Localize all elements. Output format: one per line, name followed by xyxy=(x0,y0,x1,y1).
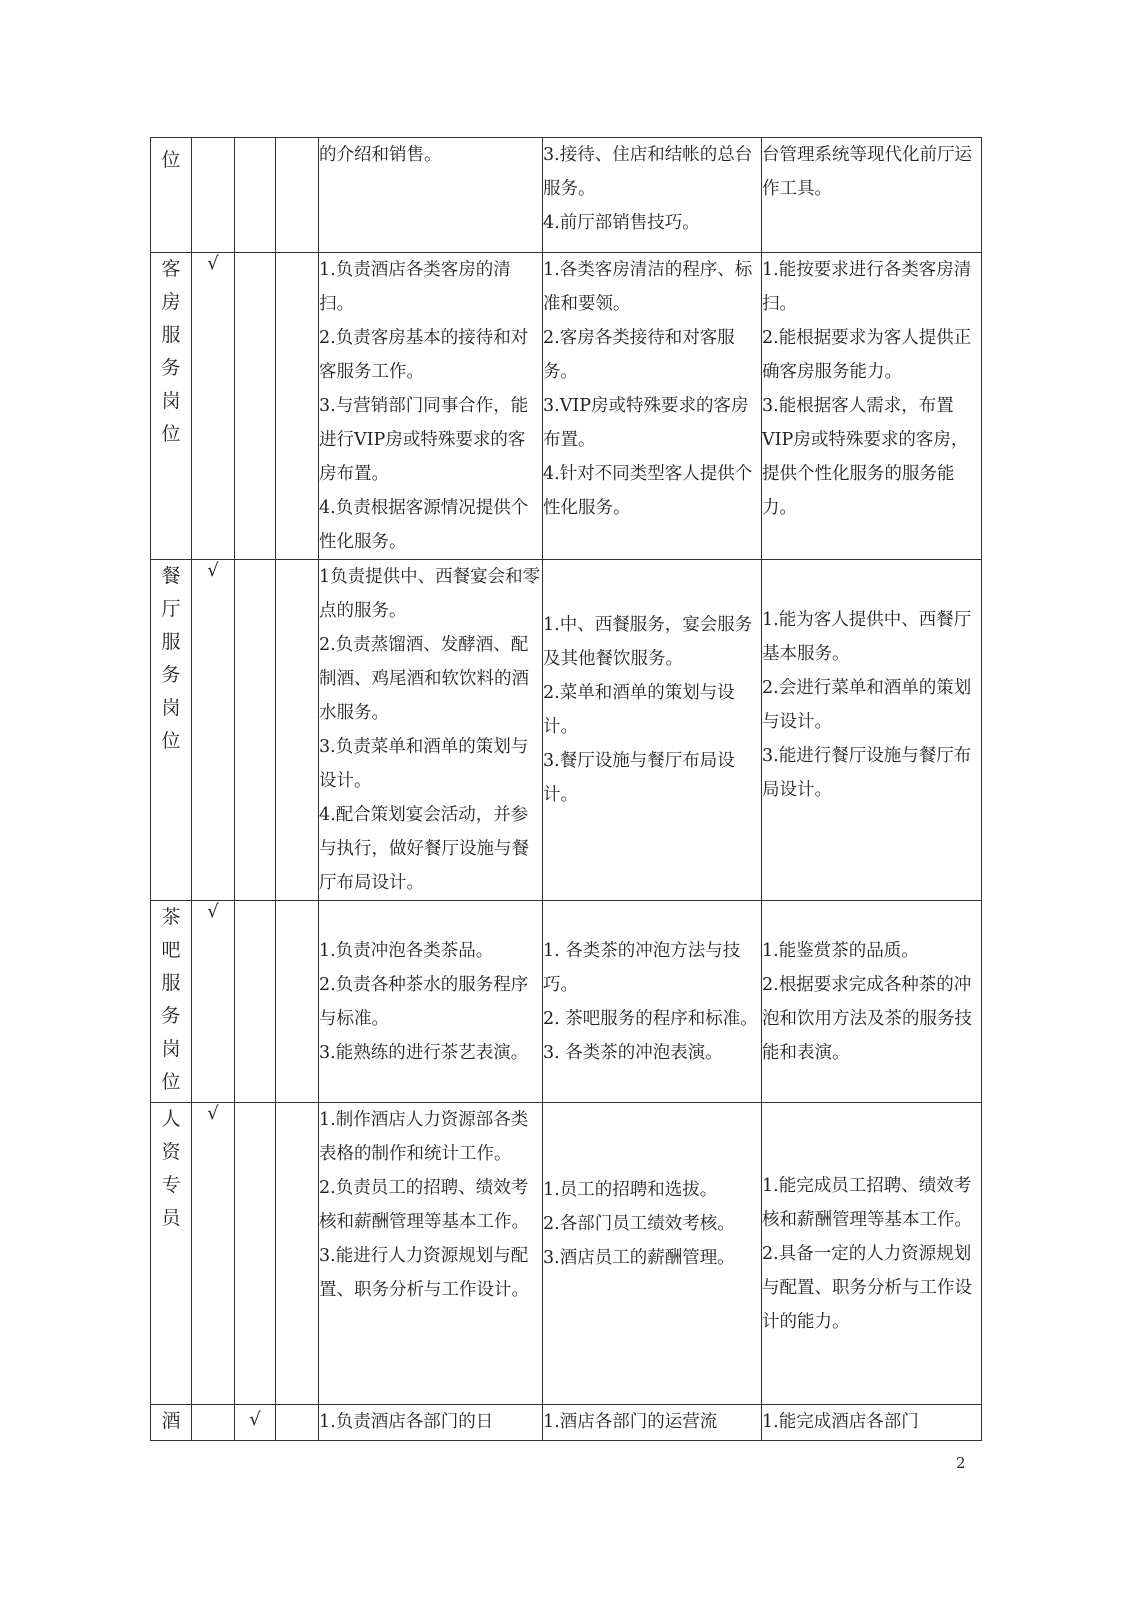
duty-item: 3.负责菜单和酒单的策划与设计。 xyxy=(319,737,529,791)
knowledge-item: 2. 茶吧服务的程序和标准。 xyxy=(543,1008,758,1029)
knowledge-item: 1.员工的招聘和选拔。 xyxy=(543,1179,718,1200)
duty-item: 3.能熟练的进行茶艺表演。 xyxy=(319,1042,529,1063)
mark-cell xyxy=(235,253,276,560)
knowledge-item: 4.前厅部销售技巧。 xyxy=(543,213,700,233)
table-row xyxy=(151,560,982,901)
duty-item: 2.负责客房基本的接待和对客服务工作。 xyxy=(319,328,529,382)
table-row xyxy=(151,253,982,560)
duty-item: 3.能进行人力资源规划与配置、职务分析与工作设计。 xyxy=(319,1246,529,1300)
ability-item: 3.能根据客人需求，布置VIP房或特殊要求的客房，提供个性化服务的服务能力。 xyxy=(762,396,969,518)
ability-item: 1.能完成员工招聘、绩效考核和薪酬管理等基本工作。 xyxy=(762,1175,972,1230)
position-name-cell xyxy=(151,253,192,560)
duty-item: 1.制作酒店人力资源部各类表格的制作和统计工作。 xyxy=(319,1110,529,1164)
duties-cell xyxy=(319,253,543,560)
position-name-cell xyxy=(151,560,192,901)
mark-cell xyxy=(192,138,235,253)
duty-item: 3.与营销部门同事合作，能进行VIP房或特殊要求的客房布置。 xyxy=(319,396,529,484)
mark-cell: √ xyxy=(235,1405,276,1441)
ability-item: 1.能为客人提供中、西餐厅基本服务。 xyxy=(762,610,972,664)
knowledge-item: 1.各类客房清洁的程序、标准和要领。 xyxy=(543,260,753,314)
mark-cell: √ xyxy=(192,560,235,901)
position-name-cell xyxy=(151,1405,192,1441)
ability-item: 2.根据要求完成各种茶的冲泡和饮用方法及茶的服务技能和表演。 xyxy=(762,974,972,1063)
knowledge-cell xyxy=(543,253,762,560)
ability-item: 1.能按要求进行各类客房清扫。 xyxy=(762,260,972,314)
knowledge-item: 2.各部门员工绩效考核。 xyxy=(543,1213,735,1234)
position-name: 客 房 服 务 岗 位 xyxy=(161,258,181,445)
abilities-cell xyxy=(762,1405,982,1441)
abilities-cell xyxy=(762,560,982,901)
knowledge-item: 3. 各类茶的冲泡表演。 xyxy=(543,1042,723,1063)
position-name: 酒 xyxy=(161,1410,181,1432)
abilities-cell xyxy=(762,253,982,560)
mark-cell xyxy=(276,253,319,560)
duty-item: 4.负责根据客源情况提供个性化服务。 xyxy=(319,498,529,552)
knowledge-item: 3.接待、住店和结帐的总台服务。 xyxy=(543,145,753,199)
ability-item: 2.会进行菜单和酒单的策划与设计。 xyxy=(762,678,972,732)
duties-cell xyxy=(319,1103,543,1405)
table-row xyxy=(151,901,982,1103)
table-row xyxy=(151,1103,982,1405)
duty-item: 1.负责酒店各部门的日 xyxy=(319,1412,494,1432)
mark-cell xyxy=(235,1103,276,1405)
knowledge-item: 2.客房各类接待和对客服务。 xyxy=(543,328,735,382)
knowledge-cell xyxy=(543,901,762,1103)
knowledge-item: 3.VIP房或特殊要求的客房布置。 xyxy=(543,396,749,450)
knowledge-cell xyxy=(543,560,762,901)
table-row xyxy=(151,1405,982,1441)
knowledge-cell xyxy=(543,1405,762,1441)
table-row xyxy=(151,138,982,253)
knowledge-item: 1.中、西餐服务，宴会服务及其他餐饮服务。 xyxy=(543,615,753,669)
ability-item: 2.能根据要求为客人提供正确客房服务能力。 xyxy=(762,328,972,382)
mark-cell: √ xyxy=(192,1103,235,1405)
duty-item: 2.负责各种茶水的服务程序与标准。 xyxy=(319,974,529,1029)
mark-cell xyxy=(276,560,319,901)
position-name-cell xyxy=(151,138,192,253)
knowledge-item: 2.菜单和酒单的策划与设计。 xyxy=(543,683,735,737)
ability-item: 台管理系统等现代化前厅运作工具。 xyxy=(762,145,972,199)
knowledge-item: 1. 各类茶的冲泡方法与技巧。 xyxy=(543,940,741,995)
duties-cell xyxy=(319,138,543,253)
knowledge-item: 3.酒店员工的薪酬管理。 xyxy=(543,1247,735,1268)
mark-cell: √ xyxy=(192,901,235,1103)
mark-cell xyxy=(276,901,319,1103)
duty-item: 1.负责酒店各类客房的清扫。 xyxy=(319,260,511,314)
position-requirements-table xyxy=(150,137,982,1441)
mark-cell: √ xyxy=(192,253,235,560)
abilities-cell xyxy=(762,901,982,1103)
mark-cell xyxy=(276,1405,319,1441)
mark-cell xyxy=(235,560,276,901)
ability-item: 2.具备一定的人力资源规划与配置、职务分析与工作设计的能力。 xyxy=(762,1243,972,1332)
position-name: 餐 厅 服 务 岗 位 xyxy=(161,565,181,752)
duty-item: 4.配合策划宴会活动，并参与执行，做好餐厅设施与餐厅布局设计。 xyxy=(319,805,529,893)
duty-item: 2.负责员工的招聘、绩效考核和薪酬管理等基本工作。 xyxy=(319,1178,529,1232)
duty-item: 1.负责冲泡各类茶品。 xyxy=(319,940,494,961)
mark-cell xyxy=(276,138,319,253)
position-name: 茶 吧 服 务 岗 位 xyxy=(161,906,181,1093)
mark-cell xyxy=(192,1405,235,1441)
mark-cell xyxy=(276,1103,319,1405)
ability-item: 1.能完成酒店各部门 xyxy=(762,1412,919,1432)
ability-item: 3.能进行餐厅设施与餐厅布局设计。 xyxy=(762,746,972,800)
knowledge-cell xyxy=(543,1103,762,1405)
page-number: 2 xyxy=(956,1454,966,1472)
position-name-cell xyxy=(151,901,192,1103)
ability-item: 1.能鉴赏茶的品质。 xyxy=(762,940,919,961)
duties-cell xyxy=(319,901,543,1103)
abilities-cell xyxy=(762,138,982,253)
duty-item: 的介绍和销售。 xyxy=(319,145,442,165)
duty-item: 1负责提供中、西餐宴会和零点的服务。 xyxy=(319,567,541,621)
knowledge-item: 4.针对不同类型客人提供个性化服务。 xyxy=(543,464,753,518)
knowledge-item: 1.酒店各部门的运营流 xyxy=(543,1412,718,1432)
duties-cell xyxy=(319,560,543,901)
knowledge-item: 3.餐厅设施与餐厅布局设计。 xyxy=(543,751,735,805)
position-name: 人 资 专 员 xyxy=(161,1108,181,1229)
position-name-cell xyxy=(151,1103,192,1405)
abilities-cell xyxy=(762,1103,982,1405)
knowledge-cell xyxy=(543,138,762,253)
duties-cell xyxy=(319,1405,543,1441)
mark-cell xyxy=(235,138,276,253)
duty-item: 2.负责蒸馏酒、发酵酒、配制酒、鸡尾酒和软饮料的酒水服务。 xyxy=(319,635,529,723)
mark-cell xyxy=(235,901,276,1103)
position-name: 位 xyxy=(161,149,181,171)
